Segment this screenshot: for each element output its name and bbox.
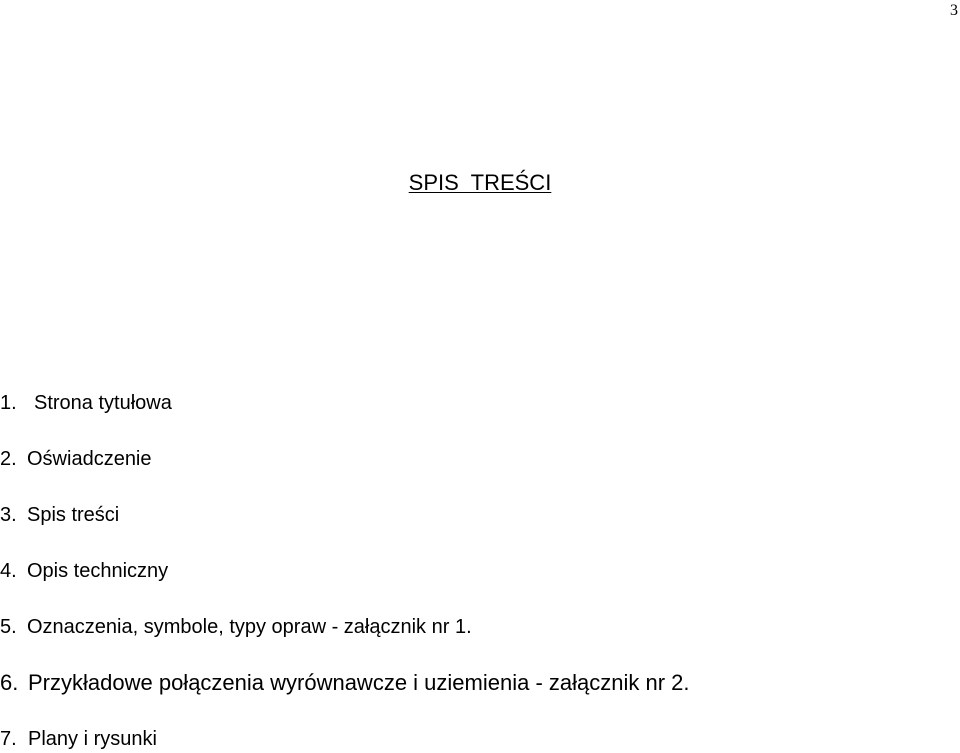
toc-item-2 bbox=[0, 445, 690, 473]
toc-item-text: Oświadczenie bbox=[27, 448, 152, 470]
toc-item-7 bbox=[0, 725, 690, 753]
toc-item-1 bbox=[0, 389, 690, 417]
toc-item-text: Strona tytułowa bbox=[34, 392, 172, 414]
toc-item-text: Opis techniczny bbox=[27, 560, 169, 582]
toc-item-number: 1. bbox=[0, 392, 17, 414]
toc-item-text: Przykładowe połączenia wyrównawcze i uziemienia - załącznik nr 2. bbox=[28, 670, 690, 695]
toc-item-number: 4. bbox=[0, 560, 17, 582]
table-of-contents bbox=[0, 389, 690, 753]
toc-item-text: Oznaczenia, symbole, typy opraw - załącznik nr 1. bbox=[27, 616, 472, 638]
toc-item-5 bbox=[0, 613, 690, 641]
toc-item-text: Plany i rysunki bbox=[28, 728, 157, 750]
toc-item-number: 6. bbox=[0, 670, 19, 695]
toc-item-number: 7. bbox=[0, 728, 17, 750]
toc-item-text: Spis treści bbox=[27, 504, 120, 526]
toc-item-number: 3. bbox=[0, 504, 17, 526]
page-title bbox=[0, 168, 960, 198]
page-number: 3 bbox=[950, 2, 958, 19]
toc-item-number: 5. bbox=[0, 616, 17, 638]
toc-item-number: 2. bbox=[0, 448, 17, 470]
page-title-text: SPIS TREŚCI bbox=[408, 170, 552, 195]
toc-item-4 bbox=[0, 557, 690, 585]
toc-item-3 bbox=[0, 501, 690, 529]
toc-item-6 bbox=[0, 669, 690, 697]
